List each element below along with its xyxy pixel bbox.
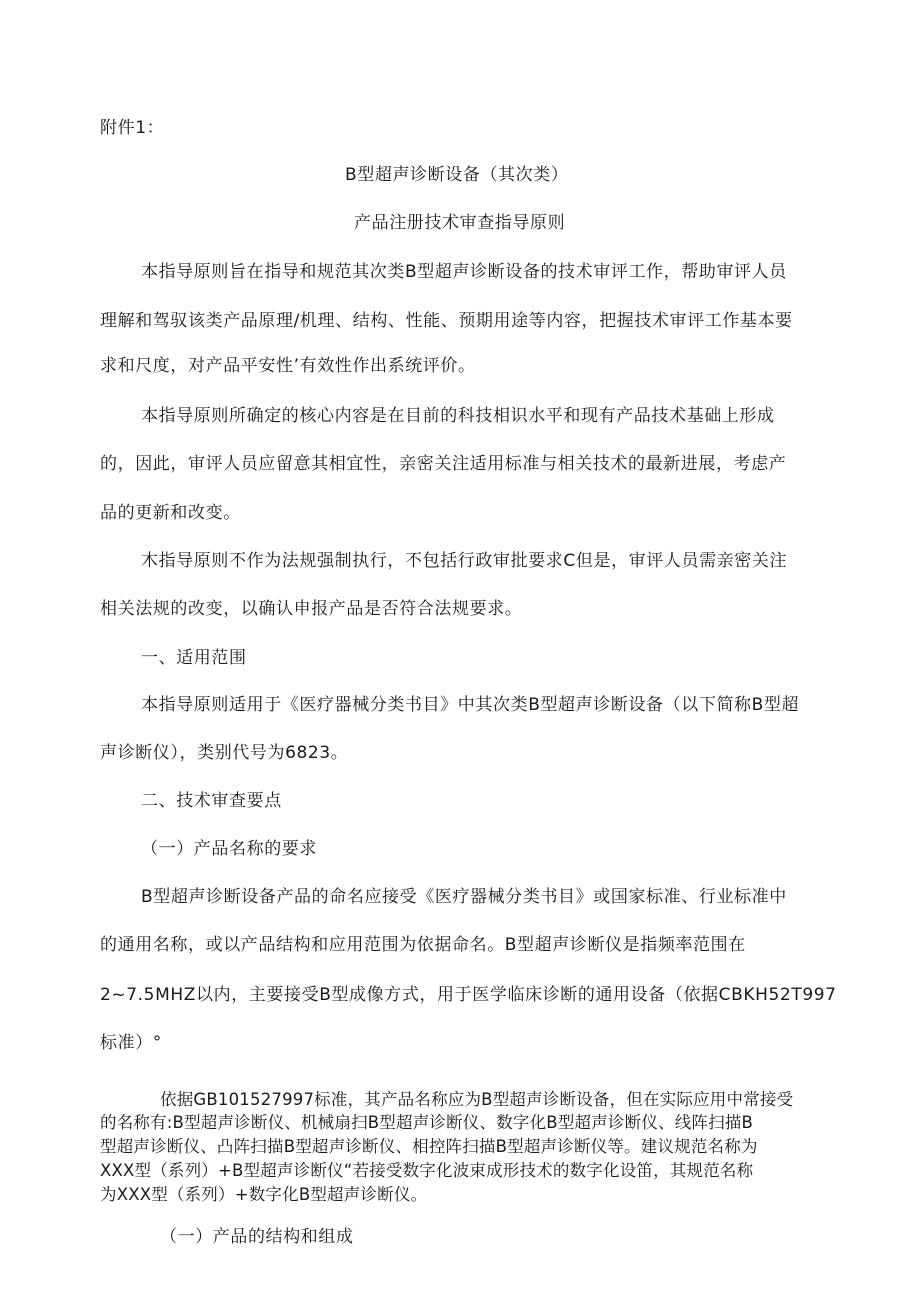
paragraph-line: 声诊断仪），类别代号为6823。 bbox=[100, 743, 349, 763]
paragraph-line: 木指导原则不作为法规强制执行，不包括行政审批要求C但是，审评人员需亲密关注 bbox=[141, 551, 788, 571]
paragraph-line: XXX型（系列）+B型超声诊断仪“若接受数字化波束成形技术的数字化设笛，其规范名称 bbox=[100, 1161, 754, 1180]
subsection-heading-product-name: （一）产品名称的要求 bbox=[141, 839, 317, 859]
section-heading-scope: 一、适用范围 bbox=[141, 648, 247, 668]
document-title-line1: B型超声诊断设备（其次类） bbox=[345, 165, 569, 185]
subsection-heading-structure: （一）产品的结构和组成 bbox=[160, 1227, 354, 1247]
attachment-label: 附件1： bbox=[100, 118, 165, 138]
paragraph-line: 求和尺度，对产品平安性’有效性作出系统评价。 bbox=[100, 356, 476, 376]
paragraph-line: 本指导原则旨在指导和规范其次类B型超声诊断设备的技术审评工作，帮助审评人员 bbox=[141, 262, 787, 282]
document-title-line2: 产品注册技术审查指导原则 bbox=[354, 213, 566, 233]
paragraph-line: 的，因此，审评人员应留意其相宜性，亲密关注适用标准与相关技术的最新进展，考虑产 bbox=[100, 454, 787, 474]
section-heading-review-points: 二、技术审查要点 bbox=[141, 791, 282, 811]
paragraph-line: 品的更新和改变。 bbox=[100, 503, 241, 523]
paragraph-line: B型超声诊断设备产品的命名应接受《医疗器械分类书目》或国家标准、行业标准中 bbox=[141, 887, 787, 907]
paragraph-line: 的名称有:B型超声诊断仪、机械扇扫B型超声诊断仪、数字化B型超声诊断仪、线阵扫描B bbox=[100, 1113, 754, 1132]
paragraph-line: 为XXX型（系列）+数字化B型超声诊断仪。 bbox=[100, 1185, 428, 1204]
paragraph-line: 标准）° bbox=[100, 1033, 162, 1053]
paragraph-line: 2~7.5MHZ以内，主要接受B型成像方式，用于医学临床诊断的通用设备（依据CBKH52T997 bbox=[100, 985, 837, 1005]
paragraph-line: 型超声诊断仪、凸阵扫描B型超声诊断仪、相控阵扫描B型超声诊断仪等。建议规范名称为 bbox=[100, 1137, 758, 1156]
paragraph-line: 相关法规的改变，以确认申报产品是否符合法规要求。 bbox=[100, 599, 523, 619]
paragraph-line: 的通用名称，或以产品结构和应用范围为依据命名。B型超声诊断仪是指频率范围在 bbox=[100, 935, 746, 955]
paragraph-line: 理解和驾驭该类产品原理/机理、结构、性能、预期用途等内容，把握技术审评工作基本要 bbox=[100, 311, 793, 331]
paragraph-line: 本指导原则适用于《医疗器械分类书目》中其次类B型超声诊断设备（以下简称B型超 bbox=[141, 695, 800, 715]
paragraph-line: 本指导原则所确定的核心内容是在目前的科技相识水平和现有产品技术基础上形成 bbox=[141, 406, 775, 426]
paragraph-line: 依据GB101527997标准，其产品名称应为B型超声诊断设备，但在实际应用中常接受 bbox=[160, 1090, 794, 1109]
